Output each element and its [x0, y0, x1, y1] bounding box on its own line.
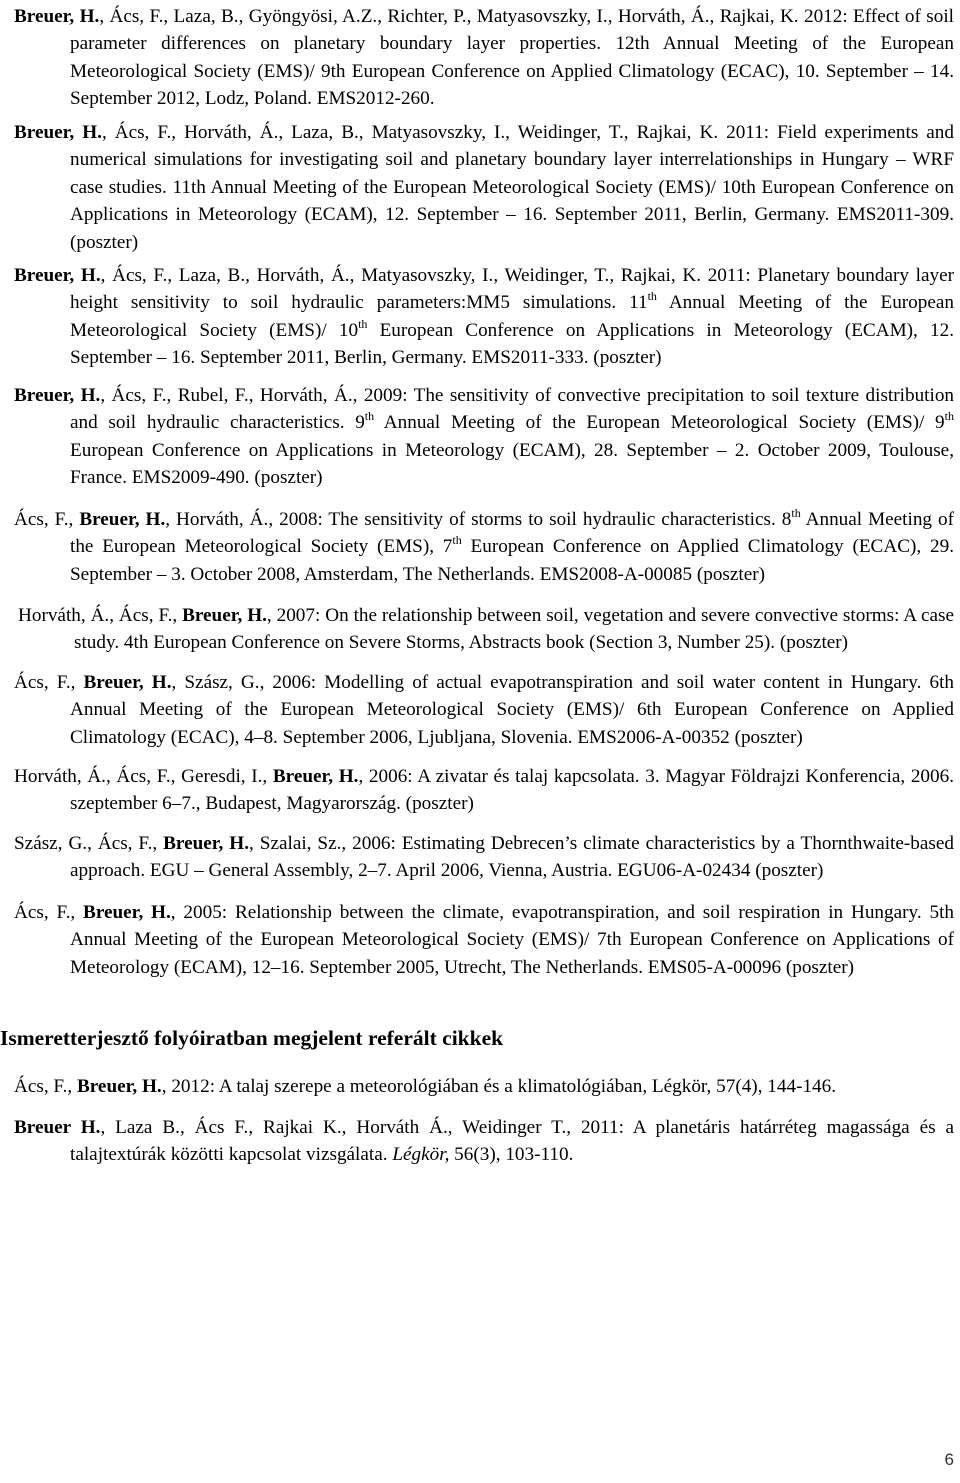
- publication-entry: [14, 669, 954, 751]
- entry-text: , 2009: The sensitivity of convective precipitation to soil texture distribution and soil hydraulic characteristics. 9: [70, 385, 955, 434]
- author-list: , Horváth, Á.: [165, 509, 269, 530]
- author-highlight: Breuer, H.: [14, 122, 102, 143]
- author-highlight: Breuer, H.: [182, 605, 267, 626]
- ordinal-suffix: th: [647, 289, 657, 304]
- author-highlight: Breuer, H.: [163, 833, 250, 854]
- entry-text: Annual Meeting of the European Meteorological Society (EMS), 7: [70, 509, 954, 558]
- journal-name: Légkör,: [392, 1144, 450, 1166]
- publication-entry: [14, 899, 954, 981]
- publication-entry: [14, 262, 954, 372]
- author-highlight: Breuer, H.: [14, 385, 101, 406]
- entry-text: Annual Meeting of the European Meteorological Society (EMS)/ 9: [374, 412, 945, 434]
- author-highlight: Breuer H.: [14, 1117, 101, 1138]
- entry-text: , 2012: A talaj szerepe a meteorológiában és a klimatológiában, Légkör, 57(4), 144-146.: [161, 1076, 837, 1097]
- ordinal-suffix: th: [452, 533, 462, 548]
- author-highlight: Breuer, H.: [14, 265, 101, 286]
- ordinal-suffix: th: [364, 409, 375, 424]
- entry-text: 2012: Effect of soil parameter differences on planetary boundary layer properties. 12th Annual Meeting of the European Meteorological Society (EMS)/ 9th European Conference on Applied Climatology (ECAC), 10. September – 14. September 2012, Lodz, Poland. EMS2012-260.: [70, 6, 954, 110]
- entry-text: , Szász, G., 2006: Modelling of actual evapotranspiration and soil water content in Hungary. 6th Annual Meeting of the European Meteorological Society (EMS)/ 6th European Conference on Applied Climatology (ECAC), 4–8. September 2006, Ljubljana, Slovenia. EMS2006-A-00352 (poszter): [70, 672, 954, 748]
- ordinal-suffix: th: [358, 316, 368, 331]
- entry-text: Annual Meeting of the European Meteorological Society (EMS)/ 10: [70, 292, 954, 341]
- entry-text: European Conference on Applied Climatology (ECAC), 29. September – 3. October 2008, Amsterdam, The Netherlands. EMS2008-A-00085 (poszter): [70, 536, 954, 585]
- entry-text: 2011: Field experiments and numerical simulations for investigating soil and planetary boundary layer interrelationships in Hungary – WRF case studies. 11th Annual Meeting of the European Meteorological Society (EMS)/ 10th European Conference on Applications in Meteorology (ECAM), 12. September – 16. September 2011, Berlin, Germany. EMS2011-309. (poszter): [70, 122, 954, 253]
- publication-entry: [18, 602, 954, 657]
- entry-text: , Szalai, Sz., 2006: Estimating Debrecen’s climate characteristics by a Thornthwaite-based approach. EGU – General Assembly, 2–7. April 2006, Vienna, Austria. EGU06-A-02434 (poszter): [70, 833, 954, 882]
- entry-text: European Conference on Applications in Meteorology (ECAM), 12. September – 16. September 2011, Berlin, Germany. EMS2011-333. (poszter): [70, 319, 954, 369]
- publication-entry: [14, 119, 954, 256]
- author-list: Horváth, Á., Ács, F., Geresdi, I.,: [14, 766, 273, 787]
- author-list: Ács, F.,: [14, 509, 80, 530]
- author-highlight: Breuer, H.: [83, 902, 171, 923]
- ordinal-suffix: th: [944, 409, 954, 424]
- publication-entry: [14, 763, 954, 818]
- ordinal-suffix: th: [791, 506, 801, 520]
- author-list: Szász, G., Ács, F.,: [14, 833, 164, 854]
- entry-text: , 2007: On the relationship between soil, vegetation and severe convective storms: A case study. 4th European Conference on Severe Storms, Abstracts book (Section 3, Number 25). (poszter): [74, 605, 954, 654]
- publication-entry: [14, 830, 954, 885]
- article-entry: [14, 1114, 954, 1169]
- author-highlight: Breuer, H.: [79, 509, 166, 530]
- publication-entry: [14, 506, 954, 588]
- entry-text: , 2005: Relationship between the climate, evapotranspiration, and soil respiration in Hungary. 5th Annual Meeting of the European Meteorological Society (EMS)/ 7th European Conference on Applications of Meteorology (ECAM), 12–16. September 2005, Utrecht, The Netherlands. EMS05-A-00096 (poszter): [70, 902, 954, 978]
- author-list: , Laza B., Ács F., Rajkai K., Horváth Á., Weidinger T., 2011: A planetáris határréteg magassága és a talajtextúrák közötti kapcsolat vizsgálata.: [70, 1117, 954, 1166]
- entry-text: 2011: Planetary boundary layer height sensitivity to soil hydraulic parameters:MM5 simulations. 11: [70, 265, 954, 314]
- page-number: 6: [944, 1450, 954, 1469]
- author-highlight: Breuer, H.: [76, 1076, 162, 1097]
- author-list: Horváth, Á., Ács, F.,: [18, 605, 183, 626]
- publication-entry: [14, 382, 954, 492]
- author-list: , Ács, F., Rubel, F., Horváth, Á.: [100, 385, 353, 406]
- entry-text: 56(3), 103-110.: [449, 1144, 574, 1166]
- author-list: , Ács, F., Laza, B., Horváth, Á., Matyasovszky, I., Weidinger, T., Rajkai, K.: [100, 265, 702, 286]
- author-list: Ács, F.,: [14, 1076, 77, 1097]
- author-highlight: Breuer, H.: [272, 766, 359, 787]
- publication-entry: [14, 3, 954, 113]
- entry-text: , 2006: A zivatar és talaj kapcsolata. 3. Magyar Földrajzi Konferencia, 2006. szeptember 6–7., Budapest, Magyarország. (poszter): [70, 766, 954, 815]
- author-list: Ács, F.,: [14, 902, 84, 923]
- author-highlight: Breuer, H.: [83, 672, 172, 693]
- section-heading: Ismeretterjesztő folyóiratban megjelent referált cikkek: [0, 1026, 504, 1050]
- author-list: , Ács, F., Laza, B., Gyöngyösi, A.Z., Richter, P., Matyasovszky, I., Horváth, Á., Rajkai, K.: [99, 6, 799, 27]
- author-list: , Ács, F., Horváth, Á., Laza, B., Matyasovszky, I., Weidinger, T., Rajkai, K.: [101, 122, 719, 143]
- article-entry: [14, 1073, 954, 1100]
- author-list: Ács, F.,: [14, 672, 84, 693]
- entry-text: , 2008: The sensitivity of storms to soil hydraulic characteristics. 8: [268, 509, 792, 530]
- author-highlight: Breuer, H.: [14, 6, 100, 27]
- entry-text: European Conference on Applications in Meteorology (ECAM), 28. September – 2. October 2009, Toulouse, France. EMS2009-490. (poszter): [70, 439, 954, 489]
